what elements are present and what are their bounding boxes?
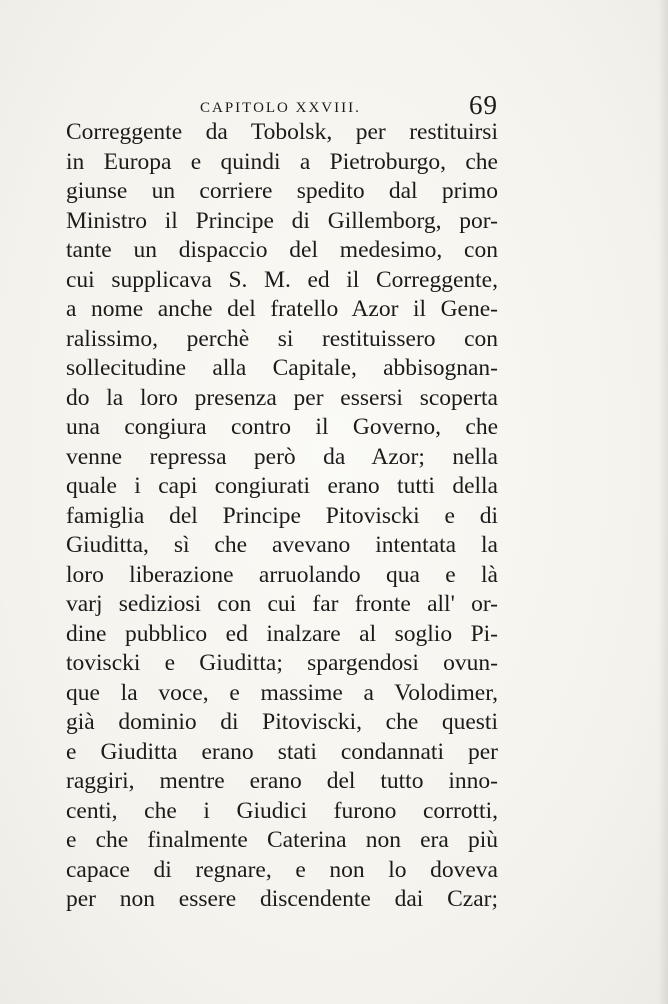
running-head: CAPITOLO XXVIII. <box>200 100 361 116</box>
text-line: Giuditta, sì che avevano intentata la <box>66 532 498 558</box>
text-line: varj sediziosi con cui far fronte all' or- <box>66 591 498 617</box>
text-line: sollecitudine alla Capitale, abbisognan- <box>66 355 498 381</box>
text-line: tante un dispaccio del medesimo, con <box>66 237 498 263</box>
text-line: venne repressa però da Azor; nella <box>66 443 498 470</box>
text-line: toviscki e Giuditta; spargendosi ovun- <box>66 650 498 676</box>
text-line: e Giuditta erano stati condannati per <box>66 738 498 765</box>
text-line: ralissimo, perchè si restituissero con <box>66 325 498 352</box>
text-line: già dominio di Pitoviscki, che questi <box>66 709 498 735</box>
text-line: capace di regnare, e non lo doveva <box>66 856 498 883</box>
text-line: quale i capi congiurati erano tutti della <box>66 473 498 499</box>
text-line: loro liberazione arruolando qua e là <box>66 561 498 588</box>
page-number: 69 <box>469 90 498 120</box>
text-line: centi, che i Giudici furono corrotti, <box>66 797 498 824</box>
text-line: do la loro presenza per essersi scoperta <box>66 384 498 411</box>
body-text <box>66 118 498 915</box>
text-line: a nome anche del fratello Azor il Gene- <box>66 296 498 322</box>
text-line: dine pubblico ed inalzare al soglio Pi- <box>66 620 498 647</box>
text-line: e che finalmente Caterina non era più <box>66 827 498 853</box>
text-line: famiglia del Principe Pitoviscki e di <box>66 502 498 529</box>
page-edge-shadow <box>658 0 668 1004</box>
text-line: per non essere discendente dai Czar; <box>66 886 498 912</box>
text-line: que la voce, e massime a Volodimer, <box>66 679 498 706</box>
text-line: cui supplicava S. M. ed il Correggente, <box>66 266 498 293</box>
text-line: giunse un corriere spedito dal primo <box>66 178 498 204</box>
text-line: Correggente da Tobolsk, per restituirsi <box>66 119 498 145</box>
text-line: in Europa e quindi a Pietroburgo, che <box>66 148 498 175</box>
text-line: raggiri, mentre erano del tutto inno- <box>66 768 498 794</box>
text-line: Ministro il Principe di Gillemborg, por- <box>66 207 498 234</box>
text-line: una congiura contro il Governo, che <box>66 414 498 440</box>
